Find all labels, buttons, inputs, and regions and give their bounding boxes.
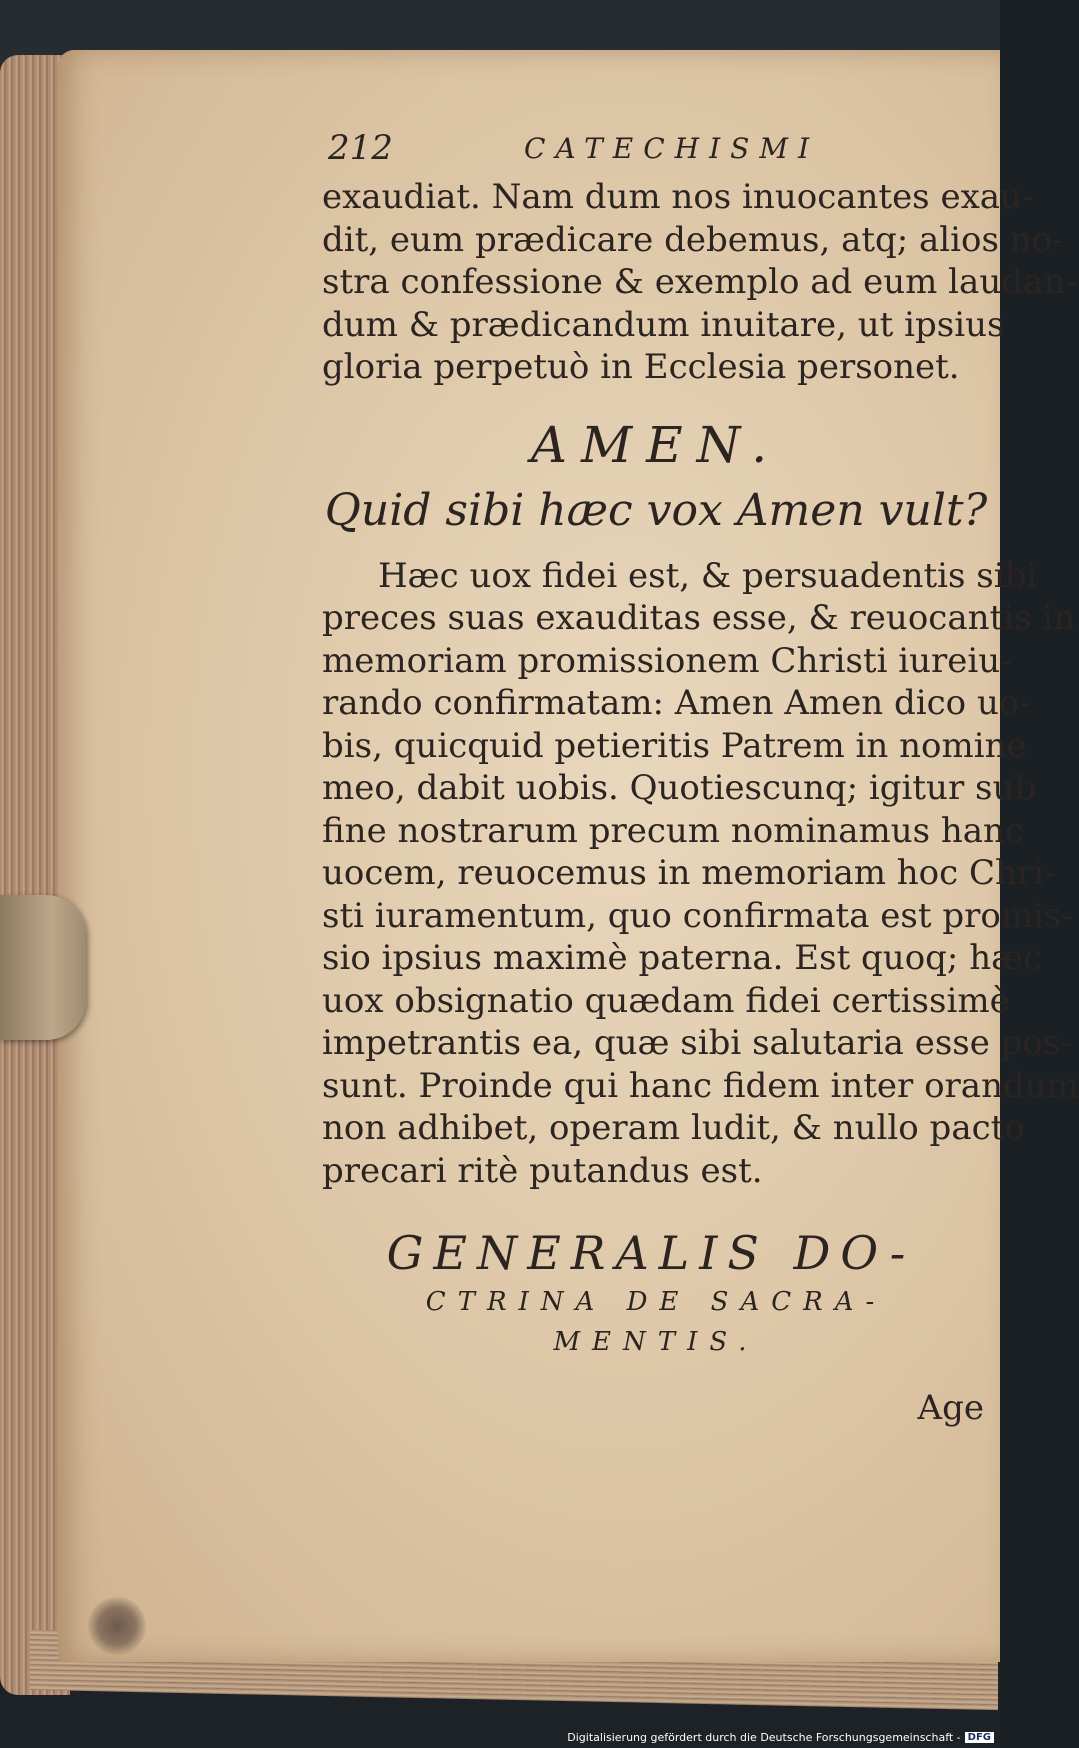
running-head	[322, 128, 990, 176]
text-line: memoriam promissionem Christi iureiu-	[322, 640, 1012, 681]
text-line: uox obsignatio quædam fidei certissimè	[322, 980, 1010, 1021]
text-line: stra confessione & exemplo ad eum laudan-	[322, 262, 1077, 302]
text-line: sio ipsius maximè paterna. Est quoq; hæc	[322, 938, 1043, 978]
digitization-footer	[567, 1731, 994, 1744]
section-title-line3: MENTIS.	[553, 1327, 759, 1357]
paper-stain	[88, 1597, 146, 1655]
text-line: sti iuramentum, quo confirmata est promis-	[322, 895, 1073, 936]
text-line: sunt. Proinde qui hanc fidem inter orandum	[322, 1065, 1079, 1106]
answer-paragraph	[322, 555, 1079, 1193]
text-line: bis, quicquid petieritis Patrem in nomine	[322, 725, 1027, 766]
text-line: dit, eum prædicare debemus, atq; alios no-	[322, 219, 1064, 260]
footer-text: Digitalisierung gefördert durch die Deutsche Forschungsgemeinschaft -	[567, 1731, 961, 1744]
book-clasp	[0, 895, 86, 1040]
running-head-title: CATECHISMI	[524, 132, 820, 165]
opening-paragraph	[322, 176, 1077, 389]
text-line: rando confirmatam: Amen Amen dico uo-	[322, 683, 1031, 723]
section-title-line1: GENERALIS DO-	[386, 1226, 916, 1280]
text-line: gloria perpetuò in Ecclesia personet.	[322, 347, 960, 387]
text-line: uocem, reuocemus in memoriam hoc Chri-	[322, 853, 1056, 893]
text-line: fine nostrarum precum nominamus hanc	[322, 810, 1024, 851]
text-line: preces suas exauditas esse, & reuocantis in	[322, 598, 1076, 638]
text-line: dum & prædicandum inuitare, ut ipsius	[322, 304, 1005, 345]
section-title-line2: CTRINA DE SACRA-	[425, 1287, 887, 1317]
text-line: impetrantis ea, quæ sibi salutaria esse pos-	[322, 1023, 1072, 1063]
page-text-block	[322, 128, 1079, 1362]
text-line: Hæc uox fidei est, & persuadentis sibi	[378, 555, 1038, 596]
text-line: exaudiat. Nam dum nos inuocantes exau-	[322, 177, 1034, 217]
page-number: 212	[328, 128, 393, 168]
text-line: precari ritè putandus est.	[322, 1150, 763, 1191]
section-heading-amen: AMEN.	[530, 415, 782, 474]
text-line: meo, dabit uobis. Quotiescunq; igitur sub	[322, 768, 1037, 808]
text-line: non adhibet, operam ludit, & nullo pacto	[322, 1108, 1025, 1148]
dfg-logo-badge: DFG	[965, 1732, 994, 1743]
catchword: Age	[917, 1388, 984, 1428]
question-heading: Quid sibi hæc vox Amen vult?	[324, 484, 988, 536]
